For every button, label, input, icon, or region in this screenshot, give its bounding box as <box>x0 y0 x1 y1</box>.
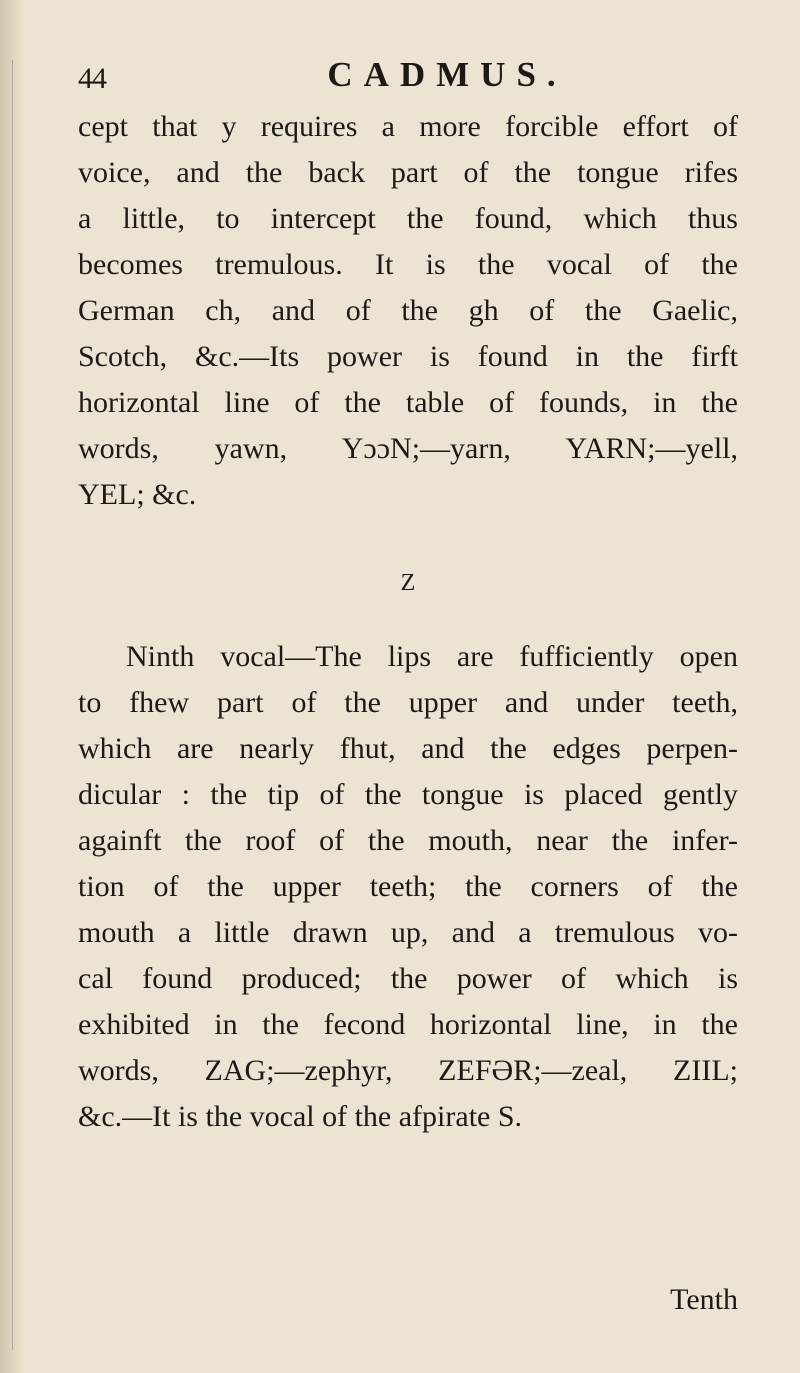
text-line: which are nearly fhut, and the edges perpen- <box>78 732 738 765</box>
text-line: Ninth vocal—The lips are fufficiently open <box>126 640 738 673</box>
text-line: horizontal line of the table of founds, in the <box>78 386 738 419</box>
section-letter-heading: Z <box>400 570 416 596</box>
running-title: CADMUS. <box>327 55 567 94</box>
binding-edge-line <box>12 60 13 1350</box>
text-line: words, yawn, YɔɔN;—yarn, YARN;—yell, <box>78 432 738 465</box>
text-line: voice, and the back part of the tongue rifes <box>78 156 738 189</box>
paragraph-one <box>78 104 738 518</box>
text-line: tion of the upper teeth; the corners of the <box>78 870 738 903</box>
text-line: cept that y requires a more forcible effort of <box>78 110 738 143</box>
text-line: German ch, and of the gh of the Gaelic, <box>78 294 738 327</box>
text-line: YEL; &c. <box>78 478 197 511</box>
page-number: 44 <box>78 62 106 95</box>
text-line: words, ZAG;—zephyr, ZEFƏR;—zeal, ZIIL; <box>78 1054 738 1087</box>
text-line: to fhew part of the upper and under teeth, <box>78 686 738 719</box>
catchword: Tenth <box>670 1283 738 1316</box>
paragraph-two <box>78 634 738 1140</box>
text-line: &c.—It is the vocal of the afpirate S. <box>78 1100 523 1133</box>
text-line: dicular : the tip of the tongue is placed gently <box>78 778 738 811</box>
text-line: againft the roof of the mouth, near the infer- <box>78 824 738 857</box>
text-line: Scotch, &c.—Its power is found in the firft <box>78 340 738 373</box>
text-line: exhibited in the fecond horizontal line, in the <box>78 1008 738 1041</box>
page-header <box>78 50 738 100</box>
text-line: becomes tremulous. It is the vocal of the <box>78 248 738 281</box>
text-line: a little, to intercept the found, which thus <box>78 202 738 235</box>
text-line: cal found produced; the power of which is <box>78 962 738 995</box>
text-line: mouth a little drawn up, and a tremulous vo- <box>78 916 738 949</box>
